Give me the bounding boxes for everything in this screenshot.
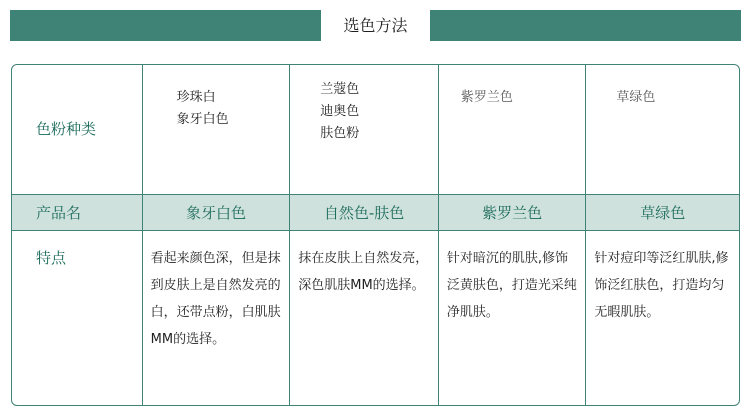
type-item: 迪奥色 (320, 104, 360, 119)
type-item: 草绿色 (616, 90, 656, 105)
feature-text: 针对暗沉的肌肤,修饰泛黄肤色，打造光采纯净肌肤。 (446, 251, 577, 320)
types-list (320, 79, 359, 145)
row-header-cell (12, 65, 143, 194)
row-header-cell (12, 195, 143, 230)
product-cell (586, 195, 739, 230)
type-item: 紫罗兰色 (460, 90, 513, 105)
product-cell (439, 195, 587, 230)
feature-cell (290, 231, 439, 406)
row-features (12, 231, 739, 406)
feature-cell (143, 231, 291, 406)
types-list (177, 87, 229, 131)
product-cell (290, 195, 439, 230)
feature-text: 看起来颜色深，但是抹到皮肤上是自然发亮的白，还带点粉，白肌肤MM的选择。 (150, 251, 281, 347)
feature-text: 针对痘印等泛红肌肤,修饰泛红肤色，打造均匀无暇肌肤。 (594, 251, 729, 320)
row-header-product: 产品名 (36, 204, 82, 222)
page-title: 选色方法 (321, 10, 429, 41)
types-list (616, 87, 655, 109)
type-item: 兰蔻色 (320, 82, 360, 97)
row-powder-types (12, 65, 739, 194)
types-cell (586, 65, 739, 194)
types-list (461, 87, 513, 109)
type-item: 肤色粉 (320, 126, 360, 141)
row-product-names (12, 194, 739, 231)
color-selection-table (11, 64, 740, 406)
type-item: 珍珠白 (176, 90, 216, 105)
types-cell (143, 65, 291, 194)
row-header-cell (12, 231, 143, 406)
types-cell (439, 65, 587, 194)
row-header-feature: 特点 (36, 249, 67, 267)
product-name: 草绿色 (640, 204, 686, 222)
row-header-category: 色粉种类 (36, 120, 97, 138)
product-cell (143, 195, 291, 230)
product-name: 自然色-肤色 (323, 204, 405, 222)
product-name: 象牙白色 (185, 204, 246, 222)
feature-cell (439, 231, 587, 406)
type-item: 象牙白色 (176, 112, 229, 127)
product-name: 紫罗兰色 (482, 204, 543, 222)
feature-text: 抹在皮肤上自然发亮，深色肌肤MM的选择。 (298, 251, 429, 293)
feature-cell (586, 231, 739, 406)
title-bar (10, 10, 741, 41)
types-cell (290, 65, 439, 194)
